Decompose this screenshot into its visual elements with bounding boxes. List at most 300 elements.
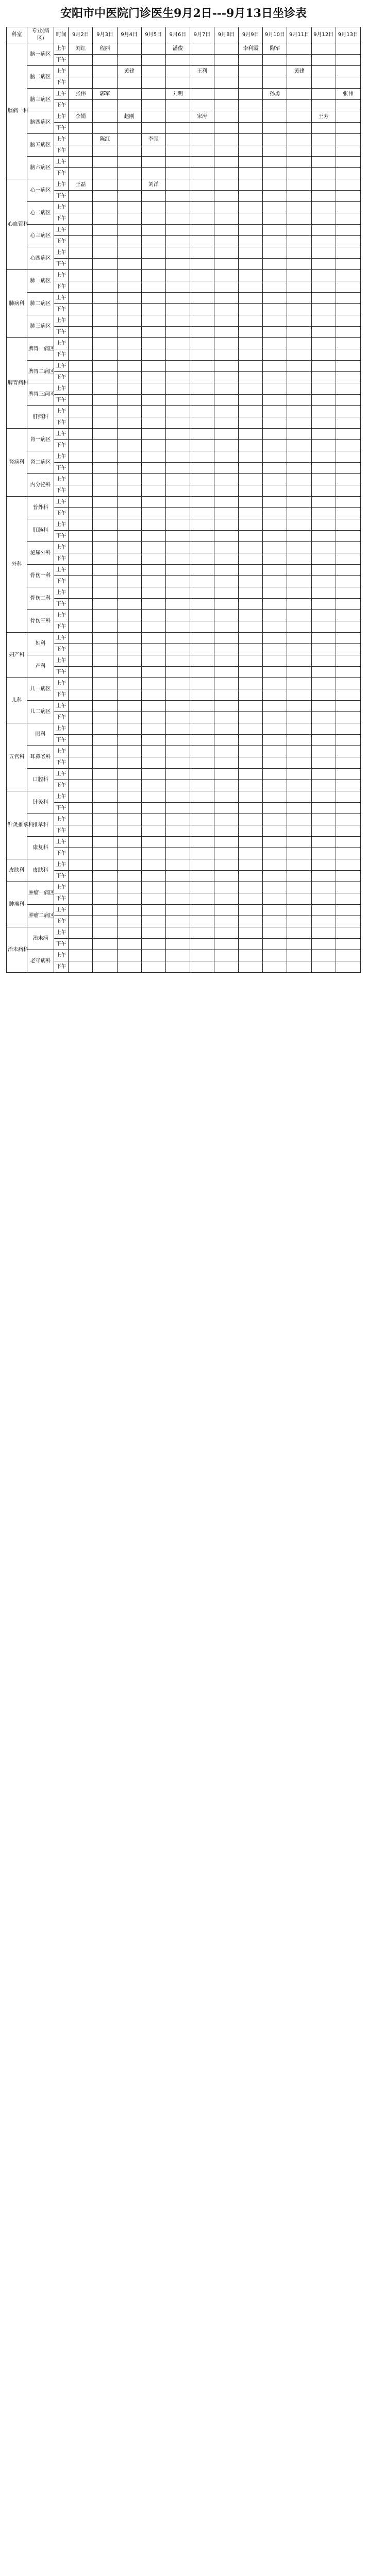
doctor-cell: [336, 55, 360, 66]
doctor-cell: [117, 281, 141, 293]
doctor-cell: [190, 791, 214, 803]
doctor-cell: [93, 553, 117, 565]
doctor-cell: [190, 372, 214, 383]
doctor-cell: [141, 236, 165, 247]
doctor-cell: [311, 497, 336, 508]
table-row: [7, 950, 361, 961]
doctor-cell: [93, 678, 117, 689]
doctor-cell: [263, 769, 287, 780]
doctor-cell: [311, 565, 336, 576]
doctor-cell: [311, 304, 336, 315]
doctor-cell: [336, 304, 360, 315]
doctor-cell: [141, 905, 165, 916]
doctor-cell: [69, 825, 93, 837]
doctor-cell: [239, 157, 263, 168]
doctor-cell: [214, 587, 239, 599]
doctor-cell: [287, 440, 311, 451]
doctor-cell: [141, 259, 165, 270]
doctor-cell: 王磊: [69, 179, 93, 191]
time-cell: 下午: [54, 508, 69, 519]
doctor-cell: 张伟: [69, 89, 93, 100]
doctor-cell: [311, 395, 336, 406]
doctor-cell: [190, 463, 214, 474]
table-row: [7, 179, 361, 191]
doctor-cell: [239, 395, 263, 406]
table-row: [7, 168, 361, 179]
doctor-cell: [214, 202, 239, 213]
doctor-cell: [214, 145, 239, 157]
doctor-cell: [69, 565, 93, 576]
doctor-cell: [214, 757, 239, 769]
doctor-cell: [69, 848, 93, 859]
doctor-cell: [141, 77, 165, 89]
doctor-cell: [141, 43, 165, 55]
doctor-cell: [214, 825, 239, 837]
doctor-cell: [263, 701, 287, 712]
doctor-cell: 王芳: [311, 111, 336, 123]
doctor-cell: [336, 757, 360, 769]
doctor-cell: [287, 644, 311, 655]
doctor-cell: [69, 769, 93, 780]
doctor-cell: 张伟: [336, 89, 360, 100]
doctor-cell: [336, 281, 360, 293]
doctor-cell: [263, 610, 287, 621]
doctor-cell: [165, 497, 190, 508]
doctor-cell: [93, 633, 117, 644]
table-row: [7, 111, 361, 123]
doctor-cell: [93, 429, 117, 440]
doctor-cell: [214, 837, 239, 848]
doctor-cell: [93, 757, 117, 769]
doctor-cell: [239, 168, 263, 179]
doctor-cell: [117, 361, 141, 372]
doctor-cell: [69, 429, 93, 440]
doctor-cell: [165, 474, 190, 485]
doctor-cell: [141, 327, 165, 338]
doctor-cell: [165, 372, 190, 383]
doctor-cell: [141, 667, 165, 678]
time-cell: 下午: [54, 304, 69, 315]
doctor-cell: [239, 372, 263, 383]
doctor-cell: [287, 803, 311, 814]
time-cell: 上午: [54, 905, 69, 916]
doctor-cell: [190, 429, 214, 440]
doctor-cell: [93, 55, 117, 66]
table-row: [7, 633, 361, 644]
doctor-cell: [287, 315, 311, 327]
doctor-cell: [165, 293, 190, 304]
doctor-cell: [239, 791, 263, 803]
doctor-cell: [141, 848, 165, 859]
doctor-cell: [287, 871, 311, 882]
subdept-cell: 心三病区: [27, 225, 54, 247]
doctor-cell: [141, 429, 165, 440]
doctor-cell: [311, 939, 336, 950]
doctor-cell: [93, 723, 117, 735]
doctor-cell: [263, 429, 287, 440]
doctor-cell: [141, 100, 165, 111]
doctor-cell: [214, 667, 239, 678]
doctor-cell: [287, 859, 311, 871]
doctor-cell: [263, 247, 287, 259]
doctor-cell: [117, 531, 141, 542]
doctor-cell: [141, 474, 165, 485]
doctor-cell: [214, 565, 239, 576]
doctor-cell: [287, 281, 311, 293]
doctor-cell: [336, 111, 360, 123]
doctor-cell: [311, 179, 336, 191]
doctor-cell: [311, 315, 336, 327]
doctor-cell: [117, 327, 141, 338]
doctor-cell: [141, 610, 165, 621]
column-header: 9月8日: [214, 27, 239, 43]
doctor-cell: [214, 485, 239, 497]
doctor-cell: [336, 825, 360, 837]
table-row: [7, 236, 361, 247]
doctor-cell: [117, 497, 141, 508]
column-header: 科室: [7, 27, 27, 43]
doctor-cell: [239, 735, 263, 746]
doctor-cell: [263, 950, 287, 961]
doctor-cell: [69, 315, 93, 327]
doctor-cell: [239, 89, 263, 100]
doctor-cell: [93, 531, 117, 542]
doctor-cell: [93, 123, 117, 134]
doctor-cell: [190, 621, 214, 633]
doctor-cell: [239, 814, 263, 825]
dept-cell: 脑病一科: [7, 43, 27, 179]
doctor-cell: [263, 882, 287, 893]
doctor-cell: [311, 701, 336, 712]
doctor-cell: [165, 429, 190, 440]
doctor-cell: [263, 451, 287, 463]
subdept-cell: 推拿科: [27, 814, 54, 837]
doctor-cell: [117, 893, 141, 905]
doctor-cell: [311, 281, 336, 293]
subdept-cell: 骨伤一科: [27, 565, 54, 587]
doctor-cell: [239, 950, 263, 961]
doctor-cell: [311, 712, 336, 723]
time-cell: 上午: [54, 429, 69, 440]
doctor-cell: [239, 723, 263, 735]
doctor-cell: [69, 791, 93, 803]
time-cell: 上午: [54, 519, 69, 531]
time-cell: 下午: [54, 961, 69, 973]
doctor-cell: [165, 406, 190, 417]
doctor-cell: [93, 689, 117, 701]
doctor-cell: [214, 859, 239, 871]
doctor-cell: [214, 610, 239, 621]
doctor-cell: [336, 134, 360, 145]
doctor-cell: [263, 111, 287, 123]
doctor-cell: [190, 939, 214, 950]
doctor-cell: [165, 746, 190, 757]
doctor-cell: [311, 145, 336, 157]
doctor-cell: [239, 123, 263, 134]
doctor-cell: [263, 100, 287, 111]
doctor-cell: [69, 77, 93, 89]
time-cell: 下午: [54, 735, 69, 746]
doctor-cell: [311, 213, 336, 225]
doctor-cell: [190, 633, 214, 644]
doctor-cell: [117, 259, 141, 270]
doctor-cell: [165, 757, 190, 769]
time-cell: 上午: [54, 769, 69, 780]
doctor-cell: [117, 565, 141, 576]
doctor-cell: [117, 610, 141, 621]
doctor-cell: [165, 837, 190, 848]
doctor-cell: [190, 644, 214, 655]
table-row: [7, 202, 361, 213]
doctor-cell: [214, 621, 239, 633]
doctor-cell: [239, 746, 263, 757]
time-cell: 上午: [54, 89, 69, 100]
doctor-cell: [190, 89, 214, 100]
doctor-cell: [165, 123, 190, 134]
table-row: [7, 701, 361, 712]
doctor-cell: [69, 168, 93, 179]
doctor-cell: [239, 485, 263, 497]
doctor-cell: [311, 735, 336, 746]
doctor-cell: [117, 270, 141, 281]
time-cell: 上午: [54, 66, 69, 77]
doctor-cell: [190, 769, 214, 780]
doctor-cell: [117, 55, 141, 66]
doctor-cell: [69, 939, 93, 950]
doctor-cell: [287, 327, 311, 338]
doctor-cell: [190, 599, 214, 610]
doctor-cell: [239, 66, 263, 77]
doctor-cell: [190, 508, 214, 519]
dept-cell: 针灸推拿科: [7, 791, 27, 859]
doctor-cell: [165, 145, 190, 157]
time-cell: 上午: [54, 814, 69, 825]
table-row: [7, 893, 361, 905]
doctor-cell: [141, 463, 165, 474]
table-row: [7, 259, 361, 270]
doctor-cell: [69, 372, 93, 383]
doctor-cell: [336, 43, 360, 55]
doctor-cell: [93, 519, 117, 531]
time-cell: 下午: [54, 893, 69, 905]
time-cell: 上午: [54, 179, 69, 191]
doctor-cell: [287, 168, 311, 179]
doctor-cell: [287, 463, 311, 474]
doctor-cell: [69, 145, 93, 157]
doctor-cell: [165, 621, 190, 633]
doctor-cell: [336, 213, 360, 225]
doctor-cell: [190, 587, 214, 599]
doctor-cell: [311, 950, 336, 961]
doctor-cell: [336, 259, 360, 270]
table-row: [7, 395, 361, 406]
time-cell: 下午: [54, 644, 69, 655]
doctor-cell: [239, 859, 263, 871]
time-cell: 上午: [54, 633, 69, 644]
doctor-cell: [214, 746, 239, 757]
doctor-cell: [239, 769, 263, 780]
doctor-cell: [69, 157, 93, 168]
doctor-cell: [287, 723, 311, 735]
doctor-cell: [287, 429, 311, 440]
time-cell: 上午: [54, 383, 69, 395]
doctor-cell: [311, 814, 336, 825]
doctor-cell: [117, 508, 141, 519]
doctor-cell: [214, 576, 239, 587]
doctor-cell: [165, 463, 190, 474]
subdept-cell: 肾一病区: [27, 429, 54, 451]
doctor-cell: [263, 463, 287, 474]
doctor-cell: [287, 701, 311, 712]
subdept-cell: 口腔科: [27, 769, 54, 791]
doctor-cell: [141, 939, 165, 950]
time-cell: 下午: [54, 621, 69, 633]
doctor-cell: [117, 746, 141, 757]
time-cell: 上午: [54, 134, 69, 145]
doctor-cell: [311, 667, 336, 678]
doctor-cell: 陈红: [93, 134, 117, 145]
doctor-cell: [141, 361, 165, 372]
doctor-cell: [190, 191, 214, 202]
column-header: 9月3日: [93, 27, 117, 43]
doctor-cell: [239, 599, 263, 610]
doctor-cell: [214, 213, 239, 225]
doctor-cell: [263, 349, 287, 361]
table-row: [7, 406, 361, 417]
doctor-cell: [69, 814, 93, 825]
doctor-cell: [69, 916, 93, 927]
doctor-cell: [190, 417, 214, 429]
doctor-cell: [165, 383, 190, 395]
doctor-cell: [263, 757, 287, 769]
time-cell: 下午: [54, 825, 69, 837]
doctor-cell: [214, 712, 239, 723]
doctor-cell: [287, 757, 311, 769]
table-row: [7, 123, 361, 134]
time-cell: 上午: [54, 587, 69, 599]
doctor-cell: [117, 395, 141, 406]
time-cell: 下午: [54, 259, 69, 270]
doctor-cell: [263, 712, 287, 723]
dept-cell: 肺病科: [7, 270, 27, 338]
doctor-cell: [336, 202, 360, 213]
doctor-cell: [287, 769, 311, 780]
doctor-cell: [214, 270, 239, 281]
table-row: [7, 519, 361, 531]
doctor-cell: [117, 304, 141, 315]
doctor-cell: [214, 134, 239, 145]
doctor-cell: [214, 111, 239, 123]
doctor-cell: [117, 803, 141, 814]
doctor-cell: [311, 859, 336, 871]
subdept-cell: 康复科: [27, 837, 54, 859]
doctor-cell: [190, 746, 214, 757]
column-header: 9月7日: [190, 27, 214, 43]
time-cell: 下午: [54, 871, 69, 882]
doctor-cell: [117, 542, 141, 553]
doctor-cell: [263, 123, 287, 134]
doctor-cell: [69, 417, 93, 429]
doctor-cell: [141, 508, 165, 519]
doctor-cell: [214, 905, 239, 916]
doctor-cell: [336, 859, 360, 871]
doctor-cell: [93, 599, 117, 610]
doctor-cell: [117, 247, 141, 259]
doctor-cell: [287, 485, 311, 497]
doctor-cell: [190, 77, 214, 89]
doctor-cell: [165, 134, 190, 145]
doctor-cell: [190, 315, 214, 327]
doctor-cell: [263, 735, 287, 746]
doctor-cell: [69, 882, 93, 893]
time-cell: 下午: [54, 191, 69, 202]
doctor-cell: [117, 145, 141, 157]
roster-body: [7, 43, 361, 973]
doctor-cell: [311, 723, 336, 735]
doctor-cell: [190, 451, 214, 463]
doctor-cell: [336, 327, 360, 338]
doctor-cell: [190, 281, 214, 293]
doctor-cell: [93, 837, 117, 848]
doctor-cell: [239, 825, 263, 837]
doctor-cell: [117, 100, 141, 111]
time-cell: 上午: [54, 361, 69, 372]
doctor-cell: [263, 814, 287, 825]
doctor-cell: 陶军: [263, 43, 287, 55]
doctor-cell: [69, 123, 93, 134]
doctor-cell: [287, 225, 311, 236]
doctor-cell: [336, 247, 360, 259]
doctor-cell: [336, 735, 360, 746]
doctor-cell: [214, 191, 239, 202]
doctor-cell: [214, 383, 239, 395]
doctor-cell: [239, 916, 263, 927]
table-row: [7, 247, 361, 259]
doctor-cell: [117, 429, 141, 440]
doctor-cell: [263, 780, 287, 791]
doctor-cell: [263, 746, 287, 757]
doctor-cell: [287, 123, 311, 134]
table-row: [7, 66, 361, 77]
doctor-cell: [190, 55, 214, 66]
doctor-cell: [117, 791, 141, 803]
subdept-cell: 肾二病区: [27, 451, 54, 474]
doctor-cell: [117, 474, 141, 485]
doctor-cell: [117, 950, 141, 961]
doctor-cell: [117, 882, 141, 893]
subdept-cell: 肺三病区: [27, 315, 54, 338]
doctor-cell: [190, 678, 214, 689]
doctor-cell: [141, 247, 165, 259]
doctor-cell: [239, 508, 263, 519]
doctor-cell: [165, 66, 190, 77]
doctor-cell: [336, 440, 360, 451]
doctor-cell: [69, 950, 93, 961]
doctor-cell: [93, 825, 117, 837]
doctor-cell: [239, 383, 263, 395]
doctor-cell: [117, 825, 141, 837]
doctor-cell: [165, 712, 190, 723]
doctor-cell: [214, 123, 239, 134]
doctor-cell: [69, 519, 93, 531]
doctor-cell: [165, 315, 190, 327]
doctor-cell: [165, 553, 190, 565]
subdept-cell: 脾胃三病区: [27, 383, 54, 406]
doctor-cell: [214, 304, 239, 315]
doctor-cell: [93, 565, 117, 576]
doctor-cell: [165, 259, 190, 270]
doctor-cell: [190, 882, 214, 893]
